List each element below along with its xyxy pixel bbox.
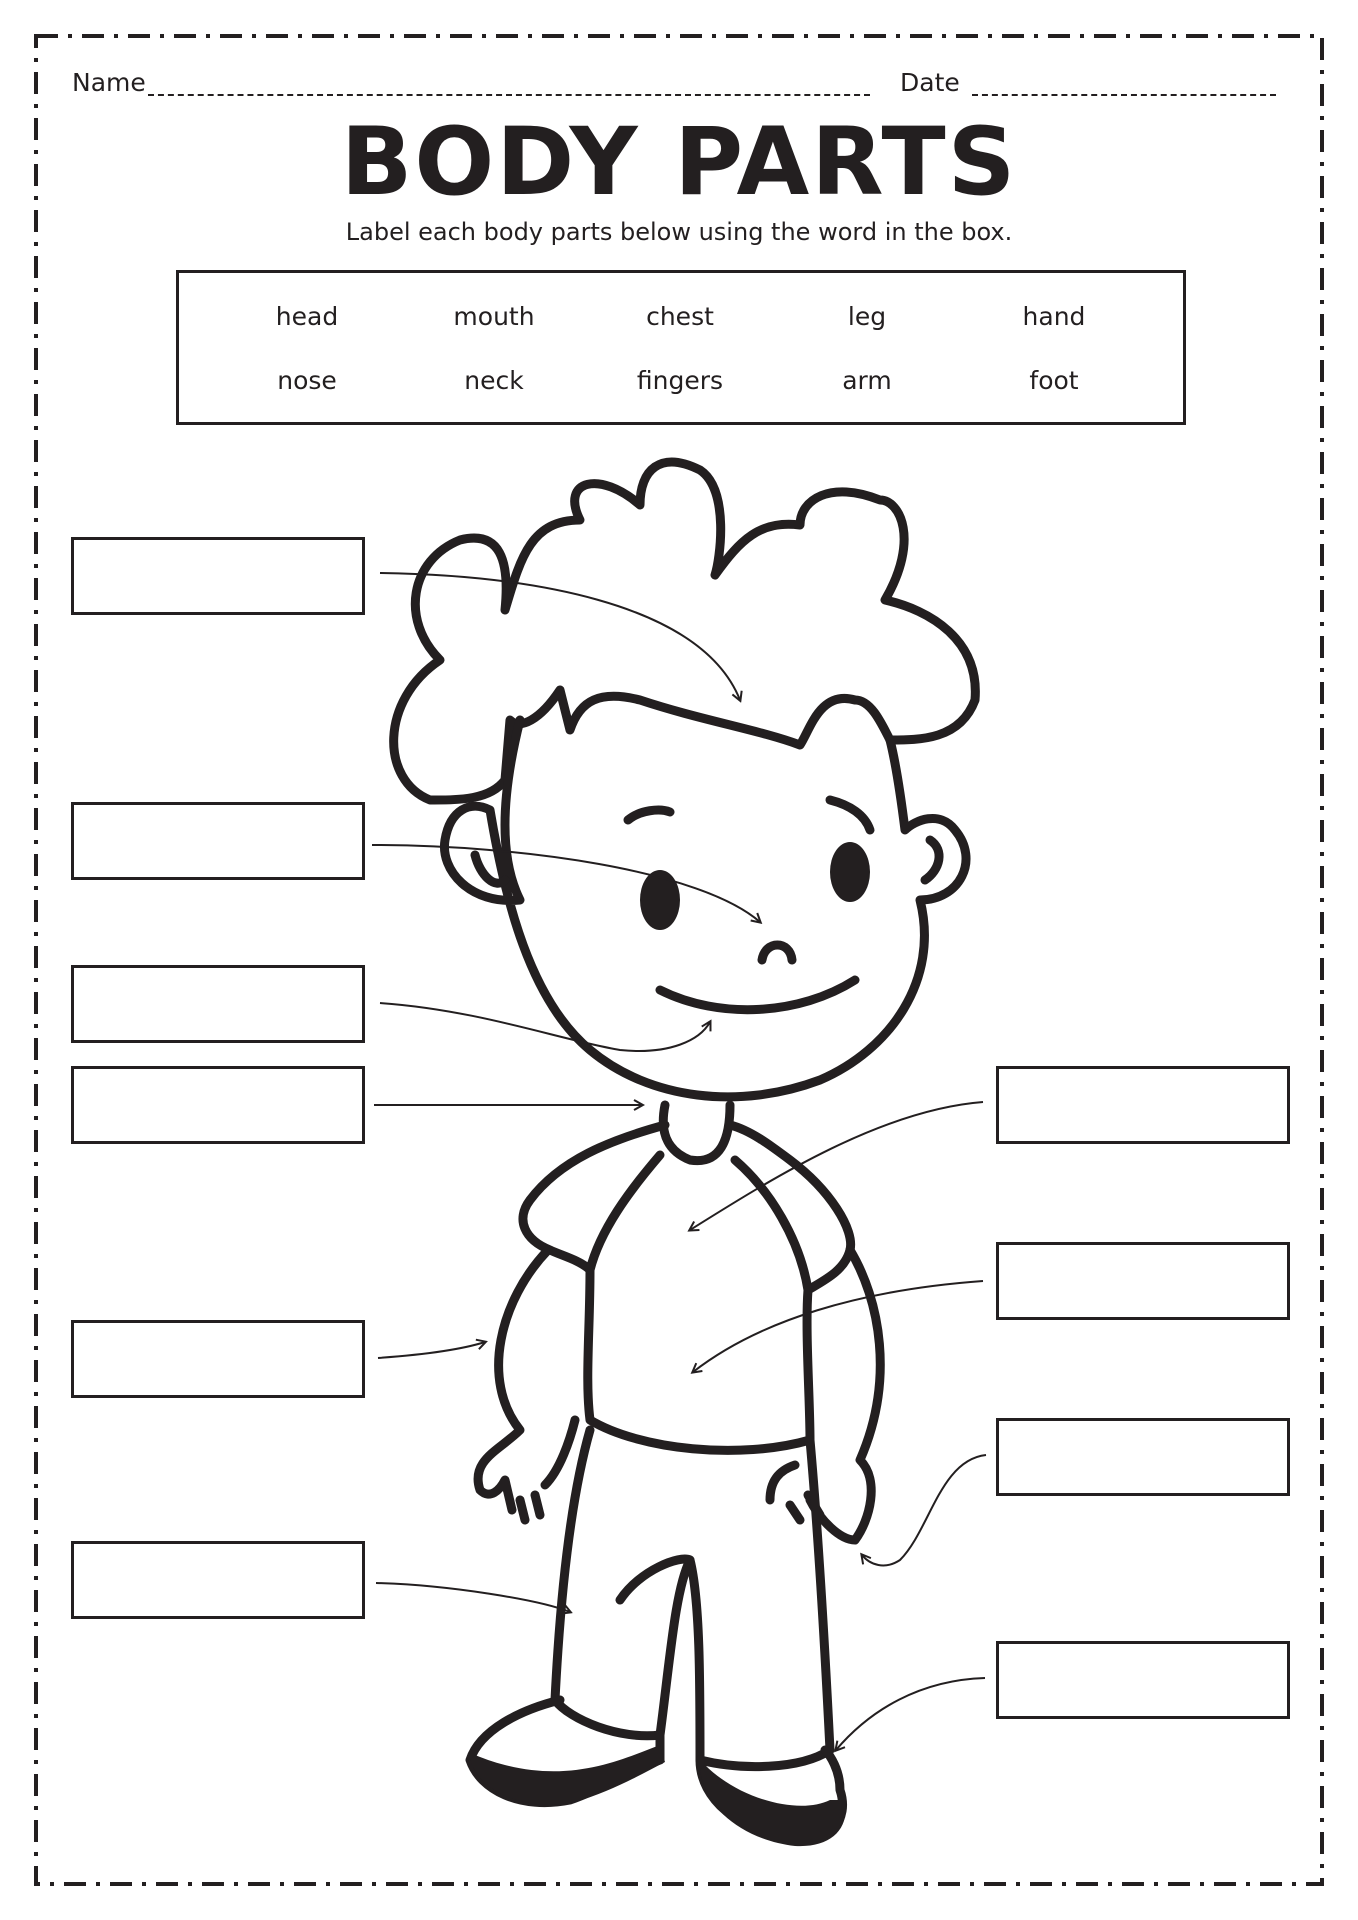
answer-box-foot[interactable]: [996, 1641, 1290, 1719]
right-arm: [770, 1250, 880, 1540]
answer-box-mouth[interactable]: [71, 965, 365, 1043]
smile: [660, 980, 855, 1010]
arrow-nose: [372, 845, 760, 922]
arrow-leg: [376, 1583, 570, 1612]
arrow-arm: [378, 1342, 485, 1358]
word-chest: chest: [646, 302, 714, 331]
right-eyebrow: [830, 800, 870, 830]
answer-box-hand[interactable]: [996, 1242, 1290, 1320]
nose-mark: [762, 945, 792, 960]
arrow-head: [380, 573, 740, 700]
word-fingers: fingers: [636, 366, 724, 395]
word-foot: foot: [1029, 366, 1079, 395]
pants: [555, 1430, 830, 1767]
face: [444, 720, 966, 1097]
answer-box-fingers[interactable]: [996, 1418, 1290, 1496]
right-eye: [830, 842, 870, 902]
shirt: [523, 1125, 851, 1450]
word-neck: neck: [464, 366, 524, 395]
neck-outline: [663, 1105, 730, 1161]
page-title: BODY PARTS: [340, 108, 1018, 217]
left-eye: [640, 870, 680, 930]
arrow-foot: [836, 1678, 985, 1750]
word-arm: arm: [842, 366, 892, 395]
name-label: Name: [72, 68, 146, 97]
word-hand: hand: [1022, 302, 1086, 331]
right-shoe-sole: [700, 1765, 846, 1846]
arrow-hand: [693, 1281, 983, 1372]
instruction-text: Label each body parts below using the word in the box.: [345, 218, 1013, 246]
word-nose: nose: [277, 366, 337, 395]
answer-box-head[interactable]: [71, 537, 365, 615]
word-leg: leg: [847, 302, 887, 331]
answer-box-chest[interactable]: [996, 1066, 1290, 1144]
answer-box-neck[interactable]: [71, 1066, 365, 1144]
word-head: head: [275, 302, 339, 331]
date-label: Date: [900, 68, 960, 97]
answer-box-arm[interactable]: [71, 1320, 365, 1398]
arrow-fingers: [862, 1455, 986, 1565]
arrow-mouth: [380, 1003, 710, 1051]
answer-box-nose[interactable]: [71, 802, 365, 880]
left-arm: [478, 1250, 575, 1520]
answer-box-leg[interactable]: [71, 1541, 365, 1619]
left-eyebrow: [628, 810, 670, 820]
word-mouth: mouth: [453, 302, 535, 331]
